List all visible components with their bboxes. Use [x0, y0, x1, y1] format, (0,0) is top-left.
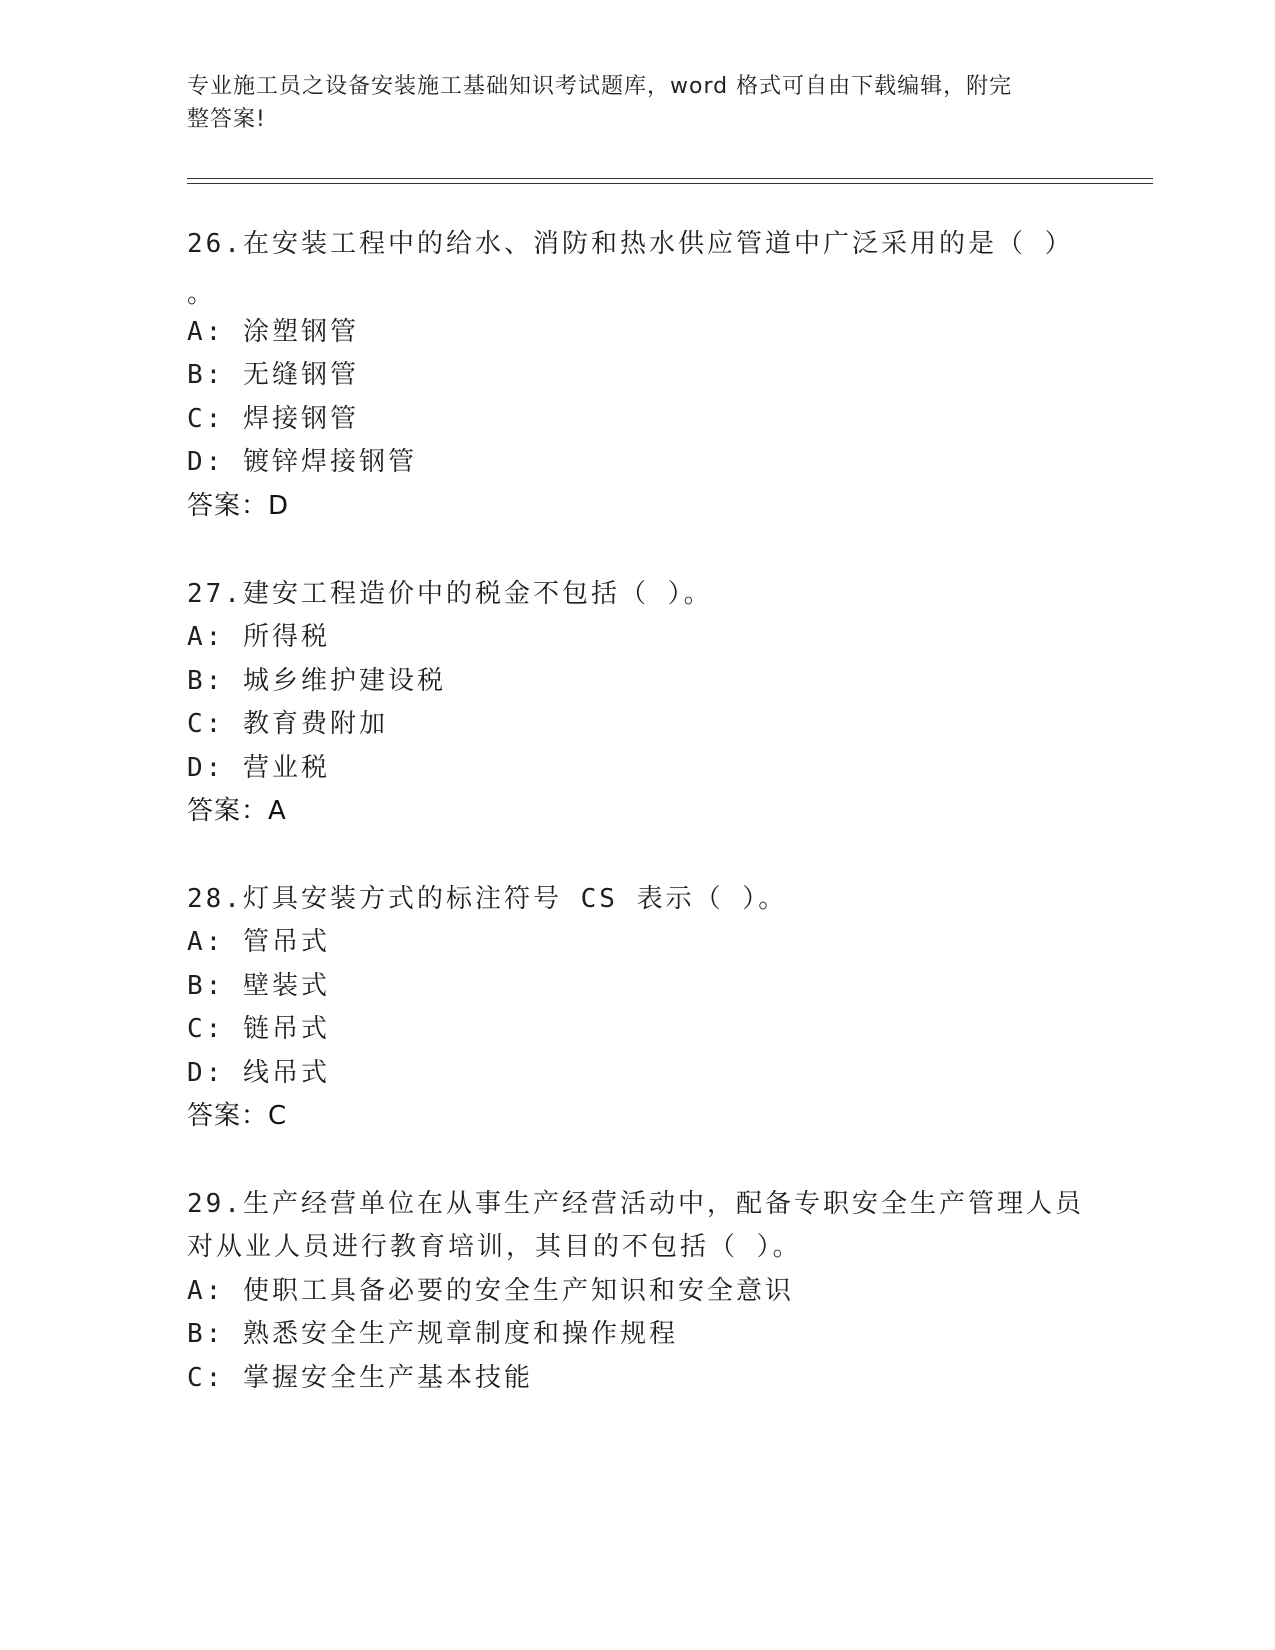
question-26-option-c: C: 焊接钢管 [187, 404, 359, 434]
question-28-option-d: D: 线吊式 [187, 1058, 330, 1088]
question-28-answer: 答案：C [187, 1101, 288, 1131]
question-26-answer: 答案：D [187, 491, 290, 521]
question-26-stem: 26.在安装工程中的给水、消防和热水供应管道中广泛采用的是（ ） [187, 229, 1074, 259]
question-26-option-d: D: 镀锌焊接钢管 [187, 447, 417, 477]
question-29-option-a: A: 使职工具备必要的安全生产知识和安全意识 [187, 1276, 794, 1306]
question-29-stem-cont: 对从业人员进行教育培训，其目的不包括（ ）。 [187, 1232, 802, 1262]
question-27-option-c: C: 教育费附加 [187, 709, 388, 739]
header-rule-top [187, 178, 1153, 179]
question-28-option-b: B: 壁装式 [187, 971, 330, 1001]
question-28-stem: 28.灯具安装方式的标注符号 CS 表示（ ）。 [187, 884, 788, 914]
question-27-stem: 27.建安工程造价中的税金不包括（ ）。 [187, 579, 713, 609]
question-26-option-b: B: 无缝钢管 [187, 360, 359, 390]
question-27-option-a: A: 所得税 [187, 622, 330, 652]
question-29-option-b: B: 熟悉安全生产规章制度和操作规程 [187, 1319, 678, 1349]
question-28-option-c: C: 链吊式 [187, 1014, 330, 1044]
question-26-option-a: A: 涂塑钢管 [187, 317, 359, 347]
question-27-option-b: B: 城乡维护建设税 [187, 666, 446, 696]
question-28-option-a: A: 管吊式 [187, 927, 330, 957]
question-29-option-c: C: 掌握安全生产基本技能 [187, 1363, 533, 1393]
document-header [187, 70, 1067, 136]
header-line-1: 专业施工员之设备安装施工基础知识考试题库，word 格式可自由下载编辑，附完 [187, 74, 1013, 99]
header-rule-bottom [187, 183, 1153, 184]
question-26-stem-cont: 。 [187, 279, 217, 309]
question-27-option-d: D: 营业税 [187, 753, 330, 783]
question-29-stem: 29.生产经营单位在从事生产经营活动中，配备专职安全生产管理人员 [187, 1189, 1084, 1219]
question-27-answer: 答案：A [187, 796, 287, 826]
header-line-2: 整答案! [187, 107, 266, 132]
